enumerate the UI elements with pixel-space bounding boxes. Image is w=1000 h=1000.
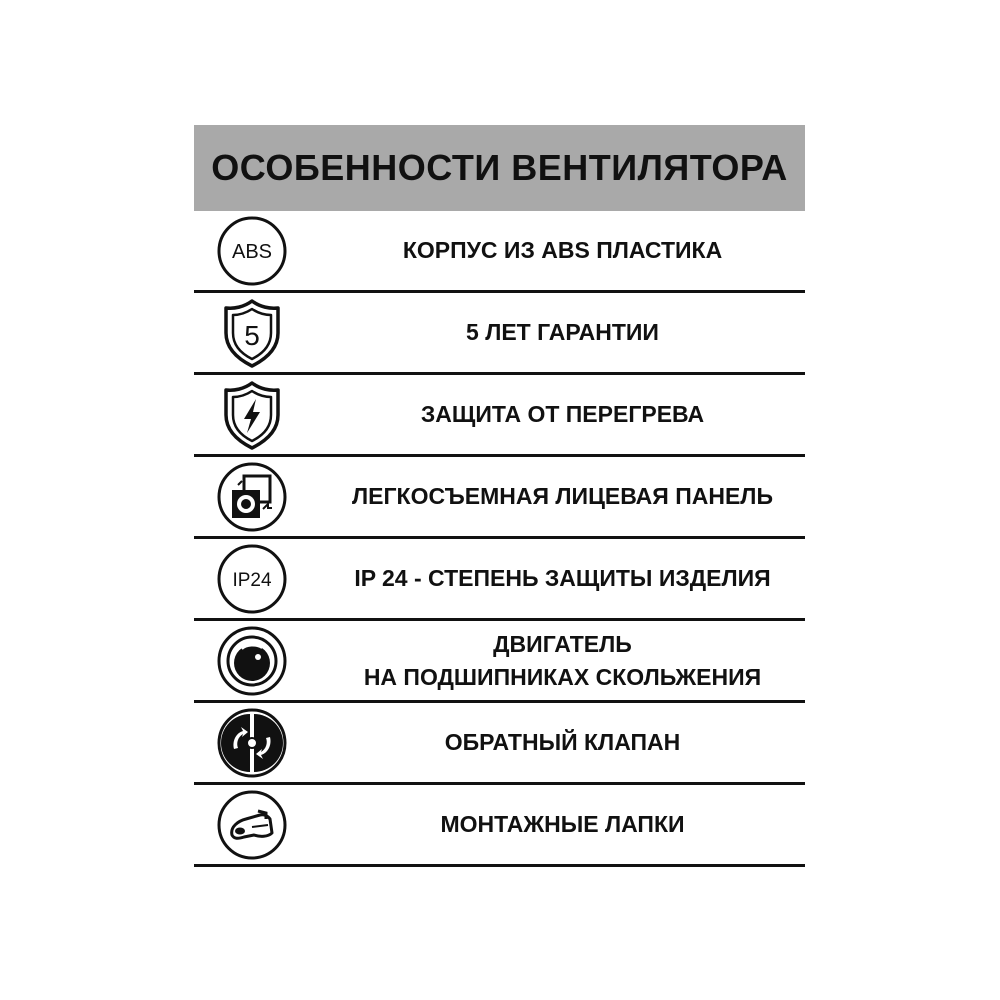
feature-label: КОРПУС ИЗ ABS ПЛАСТИКА	[402, 237, 723, 263]
mounting-bracket-icon	[216, 789, 288, 861]
feature-label: МОНТАЖНЫЕ ЛАПКИ	[440, 811, 685, 837]
abs-badge-icon	[216, 215, 288, 287]
ip24-badge-icon	[216, 543, 288, 615]
features-sheet	[194, 125, 805, 867]
feature-label: ЛЕГКОСЪЕМНАЯ ЛИЦЕВАЯ ПАНЕЛЬ	[352, 483, 773, 509]
removable-panel-icon	[216, 461, 288, 533]
page-title: ОСОБЕННОСТИ ВЕНТИЛЯТОРА	[211, 147, 788, 188]
feature-row	[194, 457, 805, 539]
feature-row	[194, 703, 805, 785]
svg-text:IP24: IP24	[232, 569, 272, 591]
header-bar	[194, 125, 805, 211]
svg-text:ABS: ABS	[231, 240, 273, 263]
feature-row	[194, 375, 805, 457]
feature-label: IP 24 - СТЕПЕНЬ ЗАЩИТЫ ИЗДЕЛИЯ	[354, 565, 771, 591]
svg-text:5: 5	[244, 319, 260, 351]
check-valve-icon	[216, 707, 288, 779]
feature-label: ЗАЩИТА ОТ ПЕРЕГРЕВА	[420, 401, 705, 427]
lightning-shield-icon	[216, 379, 288, 451]
feature-row	[194, 293, 805, 375]
warranty-shield-icon	[216, 297, 288, 369]
feature-label: 5 ЛЕТ ГАРАНТИИ	[466, 319, 659, 345]
feature-label: ОБРАТНЫЙ КЛАПАН	[444, 729, 681, 755]
feature-row	[194, 785, 805, 867]
motor-bearing-icon	[216, 625, 288, 697]
feature-label: ДВИГАТЕЛЬ НА ПОДШИПНИКАХ СКОЛЬЖЕНИЯ	[363, 630, 762, 690]
feature-row	[194, 539, 805, 621]
feature-row	[194, 621, 805, 703]
feature-row	[194, 211, 805, 293]
